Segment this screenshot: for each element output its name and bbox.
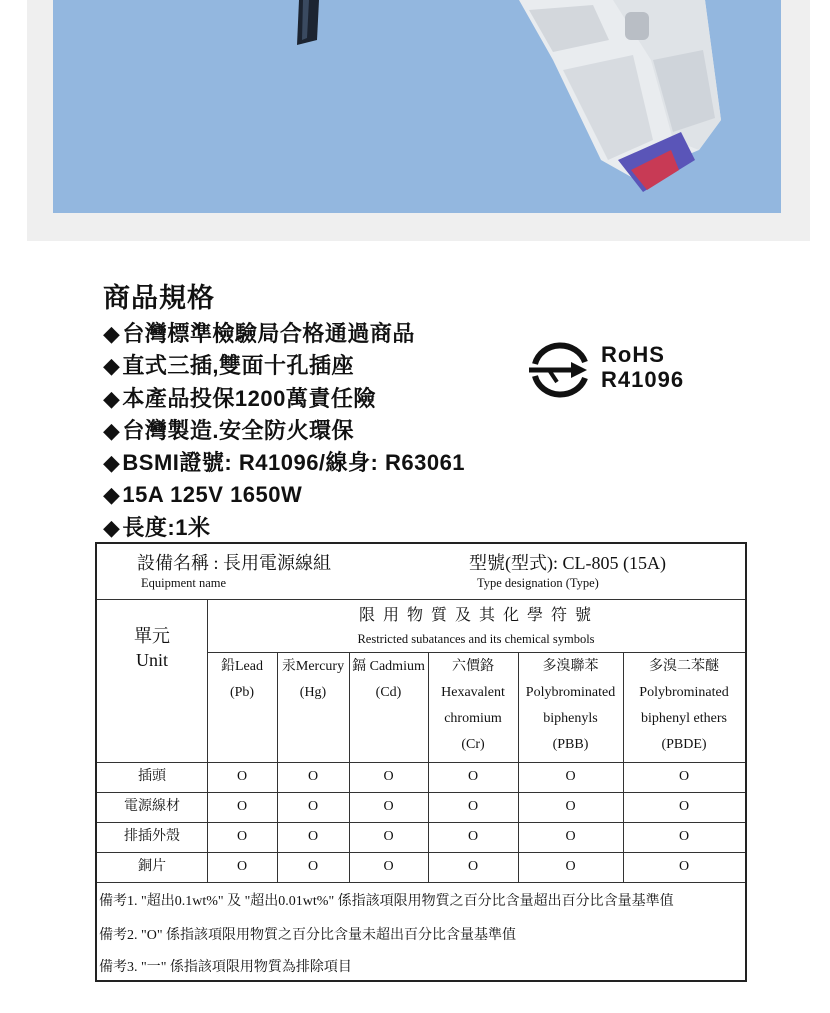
spec-item: ◆長度:1米 <box>103 512 465 544</box>
table-cell-value: O <box>467 859 479 874</box>
substance-pbb: 多溴聯苯 Polybrominated biphenyls (PBB) <box>525 659 616 752</box>
spec-item: ◆台灣製造.安全防火環保 <box>103 415 465 447</box>
table-cell-value: O <box>678 859 690 874</box>
table-cell-value: O <box>307 859 319 874</box>
table-cell-value: O <box>467 769 479 784</box>
bsmi-mark-icon <box>527 340 593 400</box>
power-strip-illustration <box>53 0 781 213</box>
substance-pbde: 多溴二苯醚 Polybrominated biphenyl ethers (PBDE) <box>639 659 729 752</box>
unit-label: 單元 <box>134 626 170 646</box>
spec-title: 商品規格 <box>103 283 215 313</box>
table-cell-value: O <box>678 829 690 844</box>
table-cell-value: O <box>307 799 319 814</box>
spec-item: ◆本產品投保1200萬責任險 <box>103 383 465 415</box>
table-cell-value: O <box>383 859 394 874</box>
product-photo <box>53 0 781 213</box>
equipment-name-label: 設備名稱 : 長用電源線組 <box>137 553 331 573</box>
table-cell-value: O <box>383 769 394 784</box>
grid-line <box>97 882 745 883</box>
row-unit-label: 排插外殼 <box>124 829 180 844</box>
table-cell-value: O <box>565 829 576 844</box>
grid-line <box>97 762 745 763</box>
substance-cadmium: 鎘 Cadmium (Cd) <box>352 659 425 700</box>
grid-line <box>97 822 745 823</box>
table-cell-value: O <box>383 829 394 844</box>
table-cell-value: O <box>565 799 576 814</box>
restricted-title-en: Restricted subatances and its chemical symbols <box>357 632 595 646</box>
table-cell-value: O <box>307 829 319 844</box>
grid-line <box>97 852 745 853</box>
table-cell-value: O <box>307 769 319 784</box>
substance-hexavalent-chromium: 六價鉻 Hexavalent chromium (Cr) <box>441 659 505 752</box>
note-3: 備考3. "一" 係指該項限用物質為排除項目 <box>99 960 352 975</box>
rohs-certification-mark <box>527 340 727 400</box>
table-cell-value: O <box>678 799 690 814</box>
note-1: 備考1. "超出0.1wt%" 及 "超出0.01wt%" 係指該項限用物質之百分比含量超出百分比含量基準值 <box>99 894 674 909</box>
equipment-name-label-en: Equipment name <box>141 576 227 590</box>
unit-label-en: Unit <box>135 650 168 670</box>
table-cell-value: O <box>236 799 248 814</box>
restricted-substance-table <box>95 542 747 982</box>
spec-item: ◆台灣標準檢驗局合格通過商品 <box>103 318 465 350</box>
diamond-bullet-icon: ◆ <box>103 514 121 540</box>
row-unit-label: 銅片 <box>138 859 166 874</box>
diamond-bullet-icon: ◆ <box>103 417 121 443</box>
table-cell-value: O <box>383 799 394 814</box>
spec-item: ◆BSMI證號: R41096/線身: R63061 <box>103 447 465 479</box>
type-designation-label-en: Type designation (Type) <box>477 576 599 590</box>
table-cell-value: O <box>236 769 248 784</box>
table-cell-value: O <box>565 769 576 784</box>
table-cell-value: O <box>678 769 690 784</box>
table-cell-value: O <box>236 829 248 844</box>
grid-line <box>207 652 745 653</box>
substance-mercury: 汞Mercury (Hg) <box>281 659 345 700</box>
table-cell-value: O <box>467 799 479 814</box>
rohs-text: RoHS R41096 <box>601 342 685 392</box>
row-unit-label: 插頭 <box>138 769 166 784</box>
spec-item: ◆15A 125V 1650W <box>103 479 465 511</box>
diamond-bullet-icon: ◆ <box>103 321 121 346</box>
diamond-bullet-icon: ◆ <box>103 385 121 411</box>
grid-line <box>97 599 745 600</box>
substance-lead: 鉛Lead (Pb) <box>221 659 263 700</box>
row-unit-label: 電源線材 <box>124 799 180 814</box>
diamond-bullet-icon: ◆ <box>103 353 121 379</box>
diamond-bullet-icon: ◆ <box>103 450 121 476</box>
spec-item: ◆直式三插,雙面十孔插座 <box>103 350 465 382</box>
table-cell-value: O <box>467 829 479 844</box>
table-cell-value: O <box>565 859 576 874</box>
type-designation-label: 型號(型式): CL-805 (15A) <box>469 553 666 573</box>
grid-line <box>97 792 745 793</box>
spec-list <box>103 318 465 544</box>
note-2: 備考2. "O" 係指該項限用物質之百分比含量未超出百分比含量基準值 <box>99 928 517 943</box>
diamond-bullet-icon: ◆ <box>103 482 121 508</box>
restricted-title: 限 用 物 質 及 其 化 學 符 號 <box>358 607 593 624</box>
table-cell-value: O <box>236 859 248 874</box>
